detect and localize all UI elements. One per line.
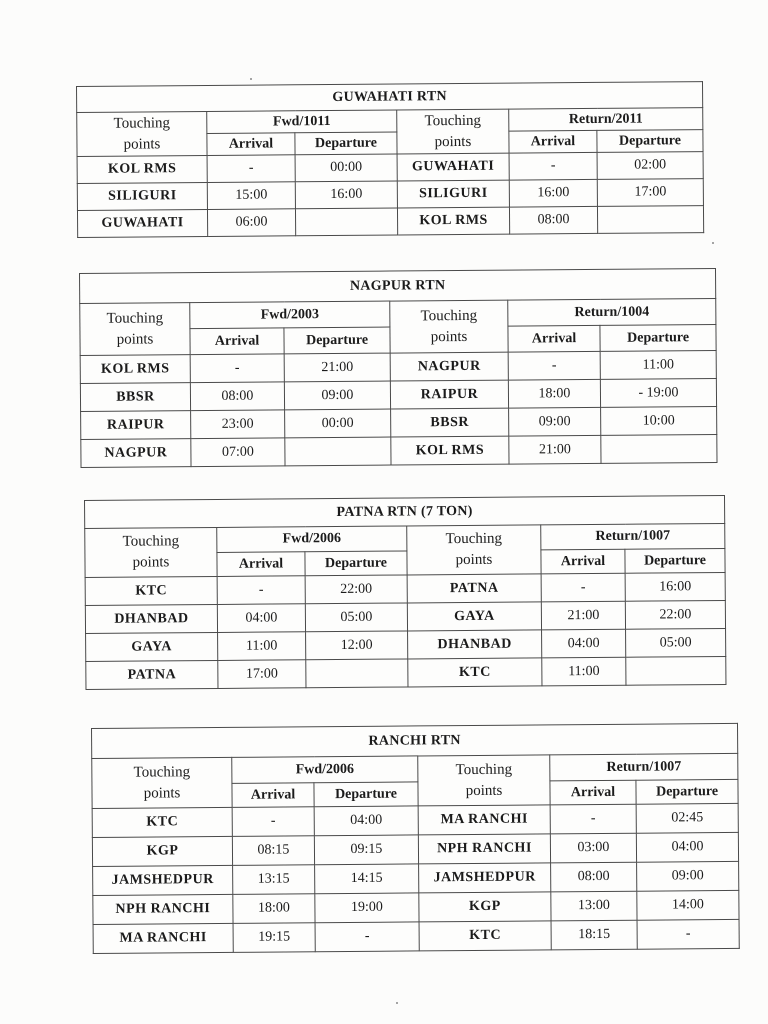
touching-label-line1: Touching (424, 112, 482, 129)
ret-touching-point: MA RANCHI (418, 805, 550, 835)
ret-departure-time (601, 434, 717, 463)
ret-departure-time: 10:00 (601, 406, 717, 435)
ret-touching-point: GUWAHATI (397, 153, 509, 181)
fwd-departure-time: - (315, 922, 419, 952)
ret-touching-points-header (397, 109, 509, 154)
nagpur-rtn-table (79, 268, 718, 468)
touching-label-line2: points (434, 133, 472, 150)
fwd-arrival-time: - (232, 807, 314, 837)
fwd-departure-time: 16:00 (295, 181, 397, 209)
ret-arrival-header: Arrival (509, 130, 597, 153)
ret-departure-header: Departure (597, 130, 703, 153)
fwd-trip-label: Fwd/2006 (217, 526, 407, 552)
ret-arrival-time: 18:15 (551, 920, 637, 950)
ret-arrival-time: - (508, 351, 600, 380)
ret-departure-header: Departure (636, 779, 738, 804)
fwd-departure-time (285, 437, 391, 466)
ret-touching-point: KTC (408, 658, 542, 687)
fwd-touching-point: NPH RANCHI (93, 894, 233, 924)
route-title: PATNA RTN (7 TON) (85, 495, 725, 528)
ranchi-rtn-table (91, 723, 740, 954)
ret-arrival-time: 21:00 (541, 601, 625, 630)
ret-touching-point: NPH RANCHI (418, 834, 550, 864)
fwd-arrival-time: 15:00 (207, 182, 295, 210)
touching-label-line1: Touching (445, 530, 503, 548)
fwd-touching-point: NAGPUR (81, 439, 191, 468)
ret-departure-time: 04:00 (636, 832, 738, 862)
scan-speck (712, 242, 714, 244)
ret-departure-time: 22:00 (625, 600, 725, 629)
fwd-departure-time: 09:15 (314, 835, 418, 865)
fwd-touching-point: BBSR (80, 383, 190, 412)
table-row (77, 206, 703, 238)
fwd-arrival-time: - (190, 354, 284, 383)
ret-arrival-header: Arrival (508, 325, 600, 352)
fwd-departure-time (306, 659, 408, 688)
touching-label-line2: points (430, 328, 468, 345)
ret-departure-time: - (637, 919, 739, 949)
fwd-touching-point: GAYA (86, 632, 218, 661)
fwd-trip-label: Fwd/1011 (207, 110, 397, 133)
touching-label-line1: Touching (113, 114, 171, 132)
fwd-arrival-header: Arrival (207, 133, 295, 156)
fwd-touching-point: DHANBAD (85, 604, 217, 633)
fwd-arrival-time: 06:00 (207, 209, 295, 237)
ret-departure-time (597, 206, 703, 234)
touching-label-line2: points (132, 554, 170, 571)
touching-label-line2: points (116, 330, 154, 348)
fwd-arrival-time: - (207, 155, 295, 183)
scan-speck (250, 78, 252, 80)
ret-departure-time: 05:00 (626, 628, 726, 657)
fwd-arrival-time: 11:00 (218, 632, 306, 661)
ret-touching-point: PATNA (407, 574, 541, 603)
ret-departure-header: Departure (625, 548, 725, 573)
ret-departure-time (626, 656, 726, 685)
ret-touching-point: SILIGURI (397, 180, 509, 208)
ret-arrival-time: 16:00 (509, 179, 597, 207)
ret-touching-point: KOL RMS (397, 207, 509, 235)
fwd-touching-point: KGP (92, 836, 232, 866)
ret-touching-points-header (407, 525, 541, 575)
touching-label-line2: points (143, 784, 181, 802)
fwd-arrival-header: Arrival (232, 783, 314, 808)
fwd-departure-time: 05:00 (305, 603, 407, 632)
fwd-touching-points-header (85, 527, 217, 577)
route-title: GUWAHATI RTN (77, 82, 703, 113)
fwd-departure-time: 22:00 (305, 575, 407, 604)
fwd-departure-time: 09:00 (284, 381, 390, 410)
table-row (86, 656, 726, 689)
fwd-touching-point: KOL RMS (77, 155, 207, 183)
guwahati-rtn-table (76, 81, 704, 238)
ret-touching-point: KGP (419, 892, 551, 922)
ret-touching-point: BBSR (391, 408, 509, 437)
fwd-departure-time: 21:00 (284, 353, 390, 382)
ret-arrival-time: - (550, 804, 636, 834)
ret-arrival-time: 08:00 (551, 862, 637, 892)
route-title: RANCHI RTN (92, 723, 738, 758)
route-title: NAGPUR RTN (80, 269, 716, 304)
fwd-departure-time: 00:00 (285, 409, 391, 438)
ret-departure-time: 02:45 (636, 803, 738, 833)
table-row (81, 434, 717, 467)
touching-label-line2: points (123, 135, 161, 153)
fwd-arrival-header: Arrival (190, 328, 284, 355)
touching-label-line2: points (455, 551, 493, 569)
fwd-departure-time: 00:00 (295, 154, 397, 182)
fwd-arrival-time: 08:00 (190, 382, 284, 411)
ret-departure-time: 14:00 (637, 890, 739, 920)
fwd-departure-header: Departure (284, 327, 390, 354)
fwd-arrival-time: 19:15 (233, 923, 315, 953)
ret-departure-time: - 19:00 (600, 378, 716, 407)
ret-arrival-time: 21:00 (509, 435, 601, 464)
ret-departure-header: Departure (600, 324, 716, 351)
table-row (93, 919, 739, 953)
ret-arrival-time: - (541, 573, 625, 602)
ret-touching-points-header (418, 755, 550, 806)
fwd-departure-header: Departure (295, 132, 397, 155)
fwd-departure-time: 12:00 (306, 631, 408, 660)
ret-arrival-time: 13:00 (551, 891, 637, 921)
fwd-touching-point: JAMSHEDPUR (93, 865, 233, 895)
ret-arrival-header: Arrival (550, 780, 636, 805)
fwd-departure-header: Departure (305, 551, 407, 576)
fwd-departure-time: 04:00 (314, 806, 418, 836)
ret-departure-time: 09:00 (637, 861, 739, 891)
ret-departure-time: 16:00 (625, 572, 725, 601)
touching-label-line1: Touching (122, 533, 180, 550)
fwd-touching-points-header (92, 757, 232, 808)
ret-touching-point: JAMSHEDPUR (419, 863, 551, 893)
ret-arrival-time: 04:00 (542, 629, 626, 658)
ret-touching-points-header (390, 300, 508, 353)
ret-departure-time: 11:00 (600, 350, 716, 379)
fwd-arrival-time: 23:00 (191, 410, 285, 439)
ret-arrival-time: - (509, 152, 597, 180)
touching-label-line1: Touching (106, 309, 164, 327)
ret-touching-point: KOL RMS (391, 436, 509, 465)
ret-arrival-time: 08:00 (509, 206, 597, 234)
fwd-arrival-time: 04:00 (217, 604, 305, 633)
ret-touching-point: RAIPUR (390, 380, 508, 409)
fwd-departure-header: Departure (314, 782, 418, 807)
touching-label-line1: Touching (133, 763, 191, 781)
touching-label-line1: Touching (455, 761, 513, 778)
ret-departure-time: 17:00 (597, 179, 703, 207)
return-trip-label: Return/1004 (508, 298, 716, 326)
fwd-touching-point: SILIGURI (77, 182, 207, 210)
ret-arrival-time: 03:00 (550, 833, 636, 863)
fwd-trip-label: Fwd/2006 (232, 756, 418, 783)
return-trip-label: Return/1007 (541, 523, 725, 549)
scan-speck (396, 1002, 398, 1004)
fwd-arrival-time: 13:15 (233, 865, 315, 895)
fwd-departure-time: 19:00 (315, 893, 419, 923)
ret-touching-point: KTC (419, 921, 551, 951)
fwd-touching-points-header (77, 111, 207, 156)
return-trip-label: Return/1007 (550, 753, 738, 780)
ret-touching-point: NAGPUR (390, 352, 508, 381)
fwd-departure-time: 14:15 (315, 864, 419, 894)
fwd-trip-label: Fwd/2003 (190, 301, 390, 329)
fwd-touching-point: KTC (85, 576, 217, 605)
fwd-departure-time (295, 208, 397, 236)
fwd-touching-point: KTC (92, 807, 232, 837)
ret-departure-time: 02:00 (597, 152, 703, 180)
ret-touching-point: GAYA (407, 602, 541, 631)
fwd-arrival-time: 07:00 (191, 438, 285, 467)
fwd-touching-point: PATNA (86, 660, 218, 689)
touching-label-line2: points (465, 782, 503, 799)
ret-arrival-time: 18:00 (508, 379, 600, 408)
ret-arrival-time: 11:00 (542, 657, 626, 686)
ret-arrival-header: Arrival (541, 549, 625, 574)
fwd-touching-point: RAIPUR (81, 411, 191, 440)
fwd-touching-points-header (80, 303, 190, 356)
touching-label-line1: Touching (420, 307, 478, 324)
fwd-touching-point: KOL RMS (80, 355, 190, 384)
fwd-arrival-header: Arrival (217, 552, 305, 577)
fwd-arrival-time: 08:15 (232, 836, 314, 866)
return-trip-label: Return/2011 (509, 108, 703, 132)
fwd-arrival-time: 17:00 (218, 660, 306, 689)
fwd-touching-point: MA RANCHI (93, 923, 233, 953)
fwd-arrival-time: 18:00 (233, 894, 315, 924)
patna-rtn-7-ton-table (84, 495, 727, 690)
fwd-touching-point: GUWAHATI (77, 209, 207, 237)
ret-touching-point: DHANBAD (408, 630, 542, 659)
fwd-arrival-time: - (217, 576, 305, 605)
ret-arrival-time: 09:00 (509, 407, 601, 436)
